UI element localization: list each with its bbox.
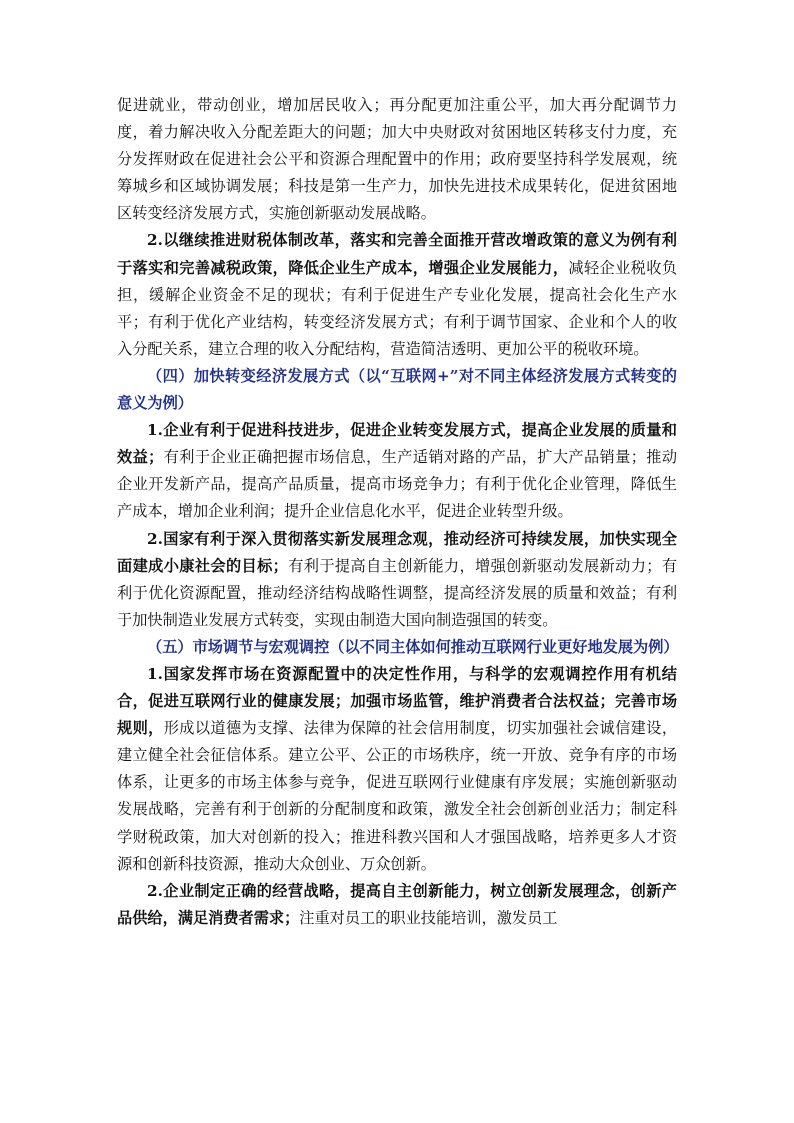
paragraph-text: 形成以道德为支撑、法律为保障的社会信用制度，切实加强社会诚信建设，建立健全社会征信体系。建立公平、公正的市场秩序，统一开放、竞争有序的市场体系，让更多的市场主体参与竞争，促进互联网行业健康有序发展；实施创新驱动发展战略，完善有利于创新的分配制度和政策，激发全社会创新创业活力；制定科学财税政策，加大对创新的投入；推进科教兴国和人才强国战略，培养更多人才资源和创新科技资源，推动大众创业、万众创新。 bbox=[117, 719, 678, 873]
paragraph-bold-lead: 1.企业有利于促进科技进步，促进企业转变发展方式，提高企业发展的质量和效益； bbox=[117, 421, 677, 467]
paragraph-tax-reform bbox=[117, 227, 677, 362]
paragraph-national-transform bbox=[117, 526, 677, 634]
paragraph-continuation bbox=[117, 92, 677, 227]
paragraph-bold-lead: 2.企业制定正确的经营战略，提高自主创新能力，树立创新发展理念，创新产品供给，满足消费者需求； bbox=[117, 881, 677, 927]
document-body bbox=[117, 92, 677, 932]
paragraph-bold-lead: 1.国家发挥市场在资源配置中的决定性作用，与科学的宏观调控作用有机结合，促进互联网行业的健康发展；加强市场监管，维护消费者合法权益；完善市场规则， bbox=[117, 664, 677, 738]
paragraph-enterprise-transform bbox=[117, 417, 677, 525]
paragraph-national-regulation bbox=[117, 661, 677, 878]
paragraph-bold-lead: 2.以继续推进财税体制改革，落实和完善全面推开营改增政策的意义为例有利于落实和完善减税政策，降低企业生产成本，增强企业发展能力， bbox=[117, 231, 677, 277]
section-heading-4: （四）加快转变经济发展方式（以“互联网+”对不同主体经济发展方式转变的意义为例） bbox=[117, 366, 677, 413]
paragraph-text: 有利于提高自主创新能力，增强创新驱动发展新动力；有利于优化资源配置，推动经济结构战略性调整，提高经济发展的质量和效益；有利于加快制造业发展方式转变，实现由制造大国向制造强国的转变。 bbox=[117, 556, 678, 629]
paragraph-text: 促进就业，带动创业，增加居民收入；再分配更加注重公平，加大再分配调节力度，着力解决收入分配差距大的问题；加大中央财政对贫困地区转移支付力度，充分发挥财政在促进社会公平和资源合理配置中的作用；政府要坚持科学发展观，统筹城乡和区域协调发展；科技是第一生产力，加快先进技术成果转化，促进贫困地区转变经济发展方式，实施创新驱动发展战略。 bbox=[117, 96, 677, 223]
paragraph-text: 有利于企业正确把握市场信息，生产适销对路的产品，扩大产品销量；推动企业开发新产品，提高产品质量，提高市场竞争力；有利于优化企业管理，降低生产成本，增加企业利润；提升企业信息化水平，促进企业转型升级。 bbox=[117, 448, 678, 521]
paragraph-enterprise-strategy bbox=[117, 878, 677, 932]
section-heading-5: （五）市场调节与宏观调控（以不同主体如何推动互联网行业更好地发展为例） bbox=[147, 637, 679, 656]
paragraph-bold-lead: 2.国家有利于深入贯彻落实新发展理念观，推动经济可持续发展，加快实现全面建成小康社会的目标； bbox=[117, 529, 677, 575]
paragraph-text: 减轻企业税收负担，缓解企业资金不足的现状；有利于促进生产专业化发展，提高社会化生产水平；有利于优化产业结构，转变经济发展方式；有利于调节国家、企业和个人的收入分配关系，建立合理的收入分配结构，营造简洁透明、更加公平的税收环境。 bbox=[117, 258, 678, 358]
paragraph-text: 注重对员工的职业技能培训，激发员工 bbox=[299, 908, 558, 927]
